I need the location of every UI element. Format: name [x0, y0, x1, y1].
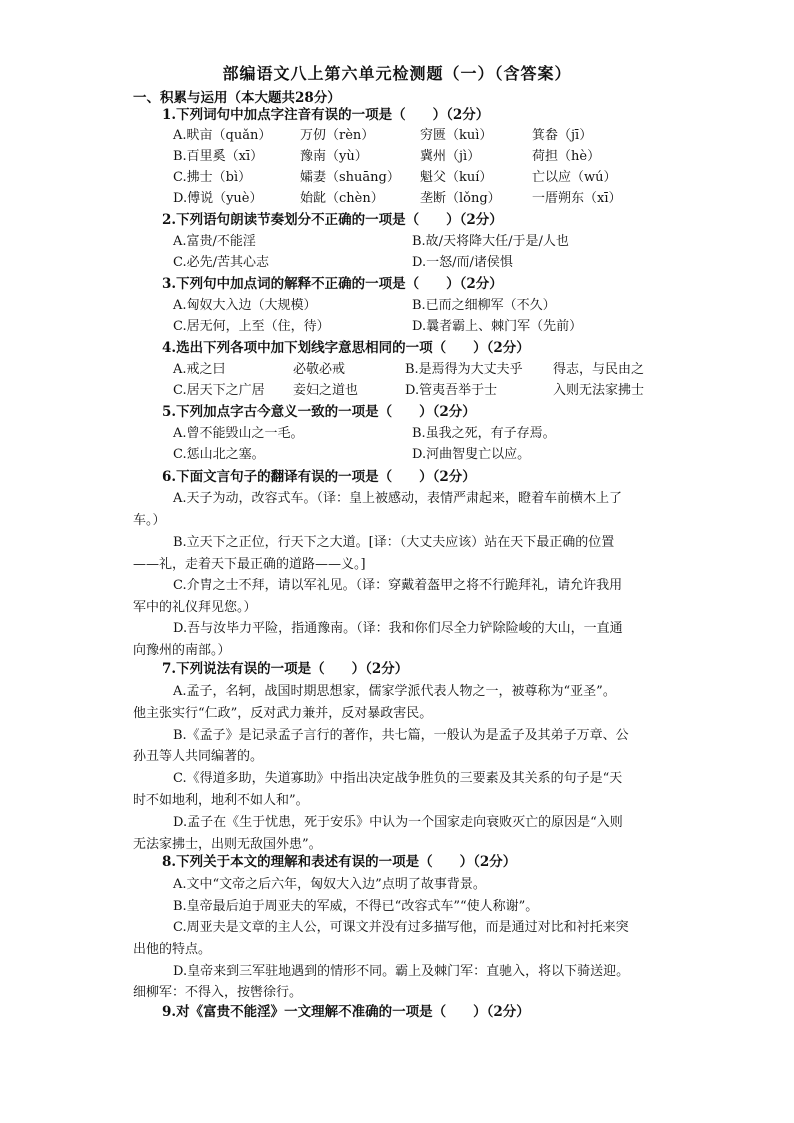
q6-text-line: 军中的礼仪拜见您。） — [133, 600, 257, 615]
q8-text-line: B.皇帝最后迫于周亚夫的军威，不得已“改容式车”“使人称谢”。 — [173, 899, 539, 914]
q7-text-line: D.孟子在《生于忧患，死于安乐》中认为一个国家走向衰败灭亡的原因是“入则 — [173, 815, 623, 830]
q1-option: 豫南（yù） — [300, 149, 368, 164]
q6-text-line: 向豫州的南部。） — [133, 643, 231, 658]
q5-option-b: B.虽我之死，有子存焉。 — [412, 426, 556, 441]
q8-text-line: A.文中“文帝之后六年，匈奴大入边”点明了故事背景。 — [173, 877, 486, 892]
q8-text-line: 出他的特点。 — [133, 942, 212, 957]
q2-option-b: B.故/天将降大任/于是/人也 — [412, 234, 569, 249]
page-title: 部编语文八上第六单元检测题（一）（含答案） — [222, 64, 572, 83]
q3-option-b: B.已而之细柳军（不久） — [412, 298, 556, 313]
q6-text-line: D.吾与汝毕力平险，指通豫南。（译：我和你们尽全力铲除险峻的大山，一直通 — [173, 621, 623, 636]
q6-text-line: A.天子为动，改容式车。（译：皇上被感动，表情严肃起来，瞪着车前横木上了 — [173, 491, 623, 506]
q7-text-line: A.孟子，名轲，战国时期思想家，儒家学派代表人物之一，被尊称为“亚圣”。 — [173, 684, 616, 699]
q2-option-c: C.必先/苦其心志 — [173, 255, 269, 270]
question-4-stem: 4.选出下列各项中加下划线字意思相同的一项（ ）（2分） — [162, 340, 530, 356]
q4-option-a1: A.戒之曰 — [173, 362, 226, 377]
q2-option-d: D.一怒/而/诸侯惧 — [412, 255, 513, 270]
q7-text-line: 孙丑等人共同编著的。 — [133, 749, 264, 764]
question-1-stem: 1.下列词句中加点字注音有误的一项是（ ）（2分） — [162, 107, 490, 123]
q8-text-line: 细柳军：不得入，按辔徐行。 — [133, 985, 303, 1000]
q1-option: 魁父（kuí） — [420, 170, 493, 185]
q6-text-line: C.介胄之士不拜，请以军礼见。（译：穿戴着盔甲之将不行跪拜礼，请允许我用 — [173, 578, 623, 593]
q1-option: D.傅说（yuè） — [173, 191, 263, 206]
q7-text-line: B.《孟子》是记录孟子言行的著作，共七篇，一般认为是孟子及其弟子万章、公 — [173, 728, 629, 743]
q4-option-c2: 妾妇之道也 — [293, 383, 359, 398]
q6-text-line: B.立天下之正位，行天下之大道。[译：（大丈夫应该）站在天下最正确的位置 — [173, 535, 615, 550]
question-3-stem: 3.下列句中加点词的解释不正确的一项是（ ）（2分） — [162, 276, 503, 292]
q3-option-c: C.居无何，上至（住，待） — [173, 319, 330, 334]
q3-option-a: A.匈奴大入边（大规模） — [173, 298, 317, 313]
q1-option: C.拂士（bì） — [173, 170, 252, 185]
q1-option: 穷匮（kuì） — [420, 128, 493, 143]
q2-option-a: A.富贵/不能淫 — [173, 234, 256, 249]
q1-option: 万仞（rèn） — [300, 128, 375, 143]
q1-option: 冀州（jì） — [420, 149, 481, 164]
q1-option: 箕畚（jī） — [532, 128, 593, 143]
q4-option-d1: D.管夷吾举于士 — [405, 383, 498, 398]
question-6-stem: 6.下面文言句子的翻译有误的一项是（ ）（2分） — [162, 469, 476, 485]
q1-option: 垄断（lǒng） — [420, 191, 501, 206]
q5-option-d: D.河曲智叟亡以应。 — [412, 447, 531, 462]
q1-option: A.畎亩（quǎn） — [173, 128, 272, 143]
question-7-stem: 7.下列说法有误的一项是（ ）（2分） — [162, 661, 409, 677]
q1-option: 荷担（hè） — [532, 149, 601, 164]
q4-option-b1: B.是焉得为大丈夫乎 — [405, 362, 523, 377]
q1-option: 一厝朔东（xī） — [532, 191, 622, 206]
q6-text-line: ——礼，走着天下最正确的道路——义。] — [133, 557, 366, 572]
q7-text-line: 他主张实行“仁政”，反对武力兼并，反对暴政害民。 — [133, 706, 433, 721]
q5-option-a: A.曾不能毁山之一毛。 — [173, 426, 304, 441]
question-8-stem: 8.下列关于本文的理解和表述有误的一项是（ ）（2分） — [162, 854, 517, 870]
q3-option-d: D.曩者霸上、棘门军（先前） — [412, 319, 583, 334]
q7-text-line: 时不如地利，地利不如人和”。 — [133, 793, 309, 808]
question-2-stem: 2.下列语句朗读节奏划分不正确的一项是（ ）（2分） — [162, 212, 503, 228]
q1-option: 始龀（chèn） — [300, 191, 384, 206]
q4-option-c1: C.居天下之广居 — [173, 383, 265, 398]
q4-option-a2: 必敬必戒 — [293, 362, 346, 377]
q1-option: 孀妻（shuāng） — [300, 170, 400, 185]
q4-option-d2: 入则无法家拂士 — [553, 383, 645, 398]
q1-option: 亡以应（wú） — [532, 170, 617, 185]
q8-text-line: C.周亚夫是文章的主人公，可课文并没有过多描写他，而是通过对比和衬托来突 — [173, 920, 629, 935]
section-heading: 一、积累与运用（本大题共28分） — [133, 90, 341, 106]
question-9-stem: 9.对《富贵不能淫》一文理解不准确的一项是（ ）（2分） — [162, 1004, 530, 1020]
q7-text-line: 无法家拂士，出则无敌国外患”。 — [133, 837, 322, 852]
q8-text-line: D.皇帝来到三军驻地遇到的情形不同。霸上及棘门军：直驰入，将以下骑送迎。 — [173, 964, 630, 979]
q5-option-c: C.惩山北之塞。 — [173, 447, 265, 462]
q1-option: B.百里奚（xī） — [173, 149, 264, 164]
q4-option-b2: 得志，与民由之 — [553, 362, 645, 377]
question-5-stem: 5.下列加点字古今意义一致的一项是（ ）（2分） — [162, 404, 476, 420]
q7-text-line: C.《得道多助，失道寡助》中指出决定战争胜负的三要素及其关系的句子是“天 — [173, 771, 623, 786]
q6-text-line: 车。） — [133, 513, 166, 528]
